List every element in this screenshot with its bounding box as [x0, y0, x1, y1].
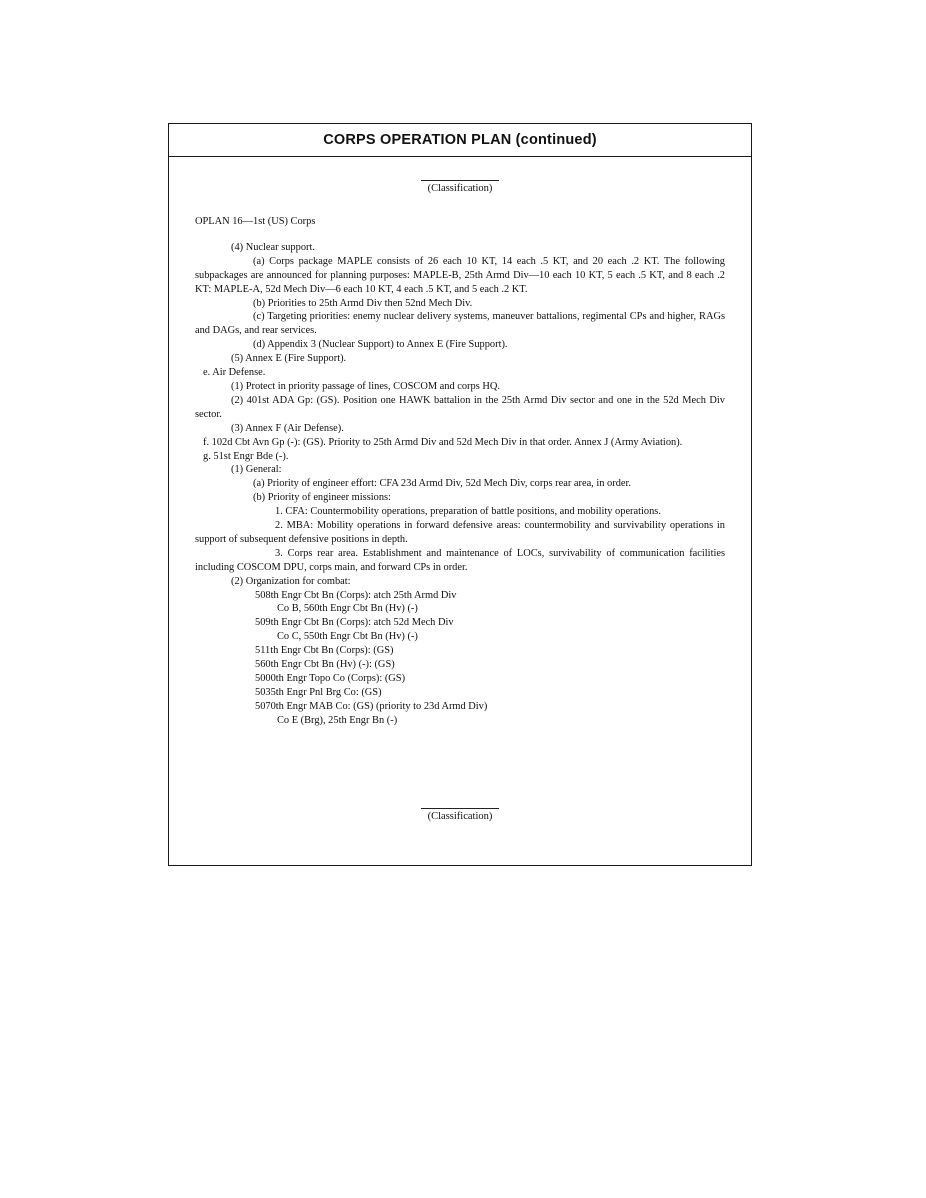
- organization-list: [195, 589, 725, 728]
- document-frame: [168, 123, 752, 866]
- organization-item: Co B, 560th Engr Cbt Bn (Hv) (-): [277, 603, 418, 615]
- organization-item: 509th Engr Cbt Bn (Corps): atch 52d Mech Div: [255, 617, 454, 629]
- organization-item: 560th Engr Cbt Bn (Hv) (-): (GS): [255, 659, 395, 671]
- classification-label: (Classification): [427, 183, 493, 194]
- organization-item: 5070th Engr MAB Co: (GS) (priority to 23d Armd Div): [255, 700, 488, 712]
- paragraph: (b) Priorities to 25th Armd Div then 52nd Mech Div.: [253, 297, 473, 309]
- paragraph: (2) Organization for combat:: [231, 575, 351, 587]
- organization-item: 5035th Engr Pnl Brg Co: (GS): [255, 686, 382, 698]
- document-header: [169, 124, 751, 157]
- paragraph: 2. MBA: Mobility operations in forward defensive areas: countermobility and survivability operations in support of subsequent defensive positions in depth.: [195, 520, 725, 545]
- organization-item: 508th Engr Cbt Bn (Corps): atch 25th Armd Div: [255, 589, 457, 601]
- paragraph: (4) Nuclear support.: [231, 241, 315, 253]
- paragraph: (3) Annex F (Air Defense).: [231, 422, 344, 434]
- paragraph: (a) Corps package MAPLE consists of 26 each 10 KT, 14 each .5 KT, and 20 each .2 KT. The following subpackages are announced for planning purposes: MAPLE-B, 25th Armd Div—10 each 10 KT, 5 each .5 KT, and 8 each .2 KT: MAPLE-A, 52d Mech Div—6 each 10 KT, 4 each .5 KT, and 5 each .2 KT.: [195, 255, 725, 295]
- classification-line: [421, 180, 499, 181]
- paragraph: 3. Corps rear area. Establishment and maintenance of LOCs, survivability of communication facilities including COSCOM DPU, corps main, and forward CPs in order.: [195, 547, 725, 573]
- organization-item: 5000th Engr Topo Co (Corps): (GS): [255, 673, 406, 684]
- paragraph: (1) General:: [231, 464, 282, 476]
- classification-label: (Classification): [427, 811, 493, 822]
- paragraph: (5) Annex E (Fire Support).: [231, 353, 347, 365]
- paragraph: f. 102d Cbt Avn Gp (-): (GS). Priority to 25th Armd Div and 52d Mech Div in that order. Annex J (Army Aviation).: [203, 436, 683, 448]
- oplan-heading: OPLAN 16—1st (US) Corps: [195, 216, 316, 227]
- organization-item: 511th Engr Cbt Bn (Corps): (GS): [255, 645, 394, 657]
- paragraph: e. Air Defense.: [203, 367, 266, 379]
- document-body: [195, 215, 725, 728]
- organization-item: Co E (Brg), 25th Engr Bn (-): [277, 714, 398, 726]
- paragraph: (a) Priority of engineer effort: CFA 23d Armd Div, 52d Mech Div, corps rear area, in order.: [253, 478, 631, 490]
- classification-top: [169, 180, 751, 194]
- paragraph: (c) Targeting priorities: enemy nuclear delivery systems, maneuver battalions, regimental CPs and higher, RAGs and DAGs, and rear services.: [195, 311, 725, 337]
- organization-item: Co C, 550th Engr Cbt Bn (Hv) (-): [277, 631, 418, 643]
- paragraph: (d) Appendix 3 (Nuclear Support) to Annex E (Fire Support).: [253, 339, 508, 351]
- paragraph: (1) Protect in priority passage of lines, COSCOM and corps HQ.: [231, 380, 500, 392]
- classification-bottom: [169, 808, 751, 822]
- document-title: CORPS OPERATION PLAN (continued): [323, 132, 597, 148]
- classification-line: [421, 808, 499, 809]
- paragraph: 1. CFA: Countermobility operations, preparation of battle positions, and mobility operations.: [275, 506, 661, 518]
- paragraph: (b) Priority of engineer missions:: [253, 492, 391, 504]
- paragraph: g. 51st Engr Bde (-).: [203, 450, 289, 462]
- paragraph: (2) 401st ADA Gp: (GS). Position one HAWK battalion in the 25th Armd Div sector and one in the 52d Mech Div sector.: [195, 394, 725, 420]
